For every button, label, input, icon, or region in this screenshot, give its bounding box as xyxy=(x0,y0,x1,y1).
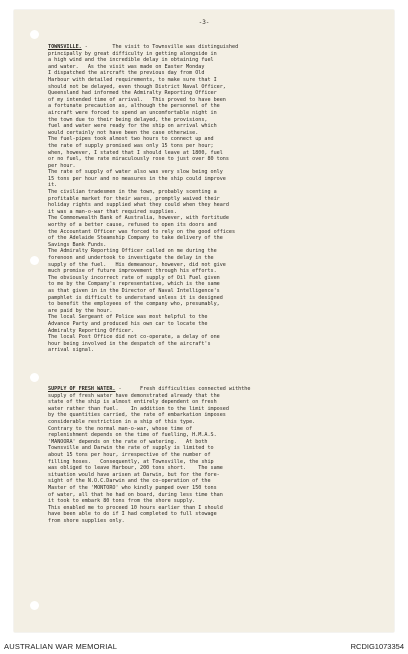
punch-hole xyxy=(30,30,39,39)
text-line: profitable market for their wares, promptly waived their xyxy=(48,195,220,202)
text-line: The Commonwealth Bank of Australia, however, with fortitude xyxy=(48,215,229,222)
text-line: state of the ship is almost entirely dependent on fresh xyxy=(48,399,217,406)
text-line: TOWNSVILLE. - The visit to Townsville was distinguished xyxy=(48,44,239,50)
text-line: Advance Party and produced his own car to locate the xyxy=(48,320,208,327)
text-line: much promise of future improvement through his efforts. xyxy=(48,268,217,275)
text-line: of the Adelaide Steamship Company to take delivery of the xyxy=(48,235,223,242)
text-line: or no fuel, the rate miraculously rose to just over 80 tons xyxy=(48,156,229,163)
text-line: have been able to do if I had completed to full stowage xyxy=(48,511,217,518)
text-line: a fortunate precaution as, although the personnel of the xyxy=(48,103,220,110)
text-line: arrival signal. xyxy=(48,347,95,354)
text-line: the Accountant Officer was forced to rely on the good offices xyxy=(48,228,236,235)
text-line: replenishment depends on the time of fuelling, H.M.A.S. xyxy=(48,432,217,439)
text-line: Queensland had informed the Admiralty Reporting Officer xyxy=(48,90,217,97)
footer-record-id: RCDIG1073354 xyxy=(350,642,404,651)
text-line: The local Sergeant of Police was most helpful to the xyxy=(48,314,208,321)
text-line: was obliged to leave Harbour, 200 tons short. The same xyxy=(48,465,223,472)
text-line: This enabled me to proceed 10 hours earlier than I should xyxy=(48,504,223,511)
section-heading: TOWNSVILLE. xyxy=(48,44,82,50)
text-line: Savings Bank Funds. xyxy=(48,241,107,248)
text-line: should not be delayed, even though District Naval Officer, xyxy=(48,83,226,90)
text-line: aircraft were forced to spend an uncomfortable night in xyxy=(48,109,217,116)
text-line: by the quantities carried, the rate of embarkation imposes xyxy=(48,412,226,419)
text-line: forenoon and undertook to investigate the delay in the xyxy=(48,255,214,261)
text-line: principally by great difficulty in getting alongside in xyxy=(48,50,217,57)
text-line: situation would have arisen at Darwin, but for the fore- xyxy=(48,471,220,478)
text-line: filling hoses. Consequently, at Townsville, the ship xyxy=(48,458,214,465)
punch-hole xyxy=(30,601,39,610)
text-line: Harbour with detailed requirements, to make sure that I xyxy=(48,76,217,83)
text-line: of my intended time of arrival. This proved to have been xyxy=(48,96,226,103)
text-line: Contrary to the normal man-o-war, whose time of xyxy=(48,425,193,432)
text-line: would certainly not have been the case otherwise. xyxy=(48,129,199,136)
text-line: the rate of supply promised was only 15 tons per hour; xyxy=(48,142,214,149)
text-line: it took to embark 80 tons from the shore supply. xyxy=(48,498,196,505)
text-line: from shore supplies only. xyxy=(48,517,125,524)
footer-institution: AUSTRALIAN WAR MEMORIAL xyxy=(4,642,118,651)
text-line: 15 tons per hour and no measures in the ship could improve xyxy=(48,175,226,182)
text-line: hour being involved in the despatch of the aircraft's xyxy=(48,340,211,347)
text-line: I dispatched the aircraft the previous day from Old xyxy=(48,70,205,77)
text-line: Master of the 'MONTORO' who kindly pumped over 150 tons xyxy=(48,484,217,491)
text-line: to benefit the employees of the company who, presumably, xyxy=(48,301,220,308)
text-line: The Admiralty Reporting Officer called on me during the xyxy=(48,248,217,255)
page-number: -3- xyxy=(198,19,210,26)
section-heading: SUPPLY OF FRESH WATER. xyxy=(48,386,116,392)
text-line: supply of the fuel. His demeanour, however, did not give xyxy=(48,261,226,268)
text-line: per hour. xyxy=(48,162,76,169)
text-line: holiday rights and supplied what they could when they heard xyxy=(48,202,229,209)
text-line: are paid by the hour. xyxy=(48,307,113,314)
text-line: the town due to their being delayed, the provisions, xyxy=(48,116,208,123)
text-line: when, however, I stated that I should leave at 1800, fuel xyxy=(48,149,223,156)
text-line: worthy of a better cause, refused to open its doors and xyxy=(48,222,217,229)
text-line: considerable restriction in a ship of this type. xyxy=(48,418,196,425)
text-line: The obviously incorrect rate of supply of Oil Fuel given xyxy=(48,274,220,281)
text-line: and water. As the visit was made on Easter Monday xyxy=(48,63,205,70)
text-line: pamphlet is difficult to understand unless it is designed xyxy=(48,294,223,301)
text-line: The local Post Office did not co-operate, a delay of one xyxy=(48,334,220,341)
text-line: to me by the Company's representative, which is the same xyxy=(48,281,220,288)
text-line: supply of fresh water have demonstrated already that the xyxy=(48,392,220,399)
text-line: The civilian tradesmen in the town, probably scenting a xyxy=(48,189,217,196)
text-line: SUPPLY OF FRESH WATER. - Fresh difficulties connected withthe xyxy=(48,386,251,392)
text-line: as that given in in the Director of Naval Intelligence's xyxy=(48,287,220,294)
section-supply-of-fresh-water xyxy=(48,386,370,524)
text-line: it was a man-o-war that required supplies. xyxy=(48,208,177,215)
text-line: 'MANOORA' depends on the rate of watering. At both xyxy=(48,438,208,445)
text-line: a high wind and the incredible delay in obtaining fuel xyxy=(48,57,214,64)
text-line: The rate of supply of water also was very slow being only xyxy=(48,169,223,176)
text-line: Admiralty Reporting Officer. xyxy=(48,327,134,334)
punch-hole xyxy=(30,373,39,382)
section-townsville xyxy=(48,44,370,354)
text-line: sight of the N.O.C.Darwin and the co-operation of the xyxy=(48,478,211,485)
text-line: about 15 tons per hour, irrespective of the number of xyxy=(48,451,211,458)
punch-hole xyxy=(30,256,39,265)
text-line: Townsville and Darwin the rate of supply is limited to xyxy=(48,445,214,452)
text-line: water rather than fuel. In addition to the limit imposed xyxy=(48,405,229,412)
text-line: of water, all that he had on board, during less time than xyxy=(48,491,223,498)
text-line: it. xyxy=(48,182,58,189)
archive-footer xyxy=(0,636,408,654)
text-line: The fuel-pipes took almost two hours to connect up and xyxy=(48,136,214,143)
text-line: fuel and water were ready for the ship on arrival which xyxy=(48,123,217,130)
